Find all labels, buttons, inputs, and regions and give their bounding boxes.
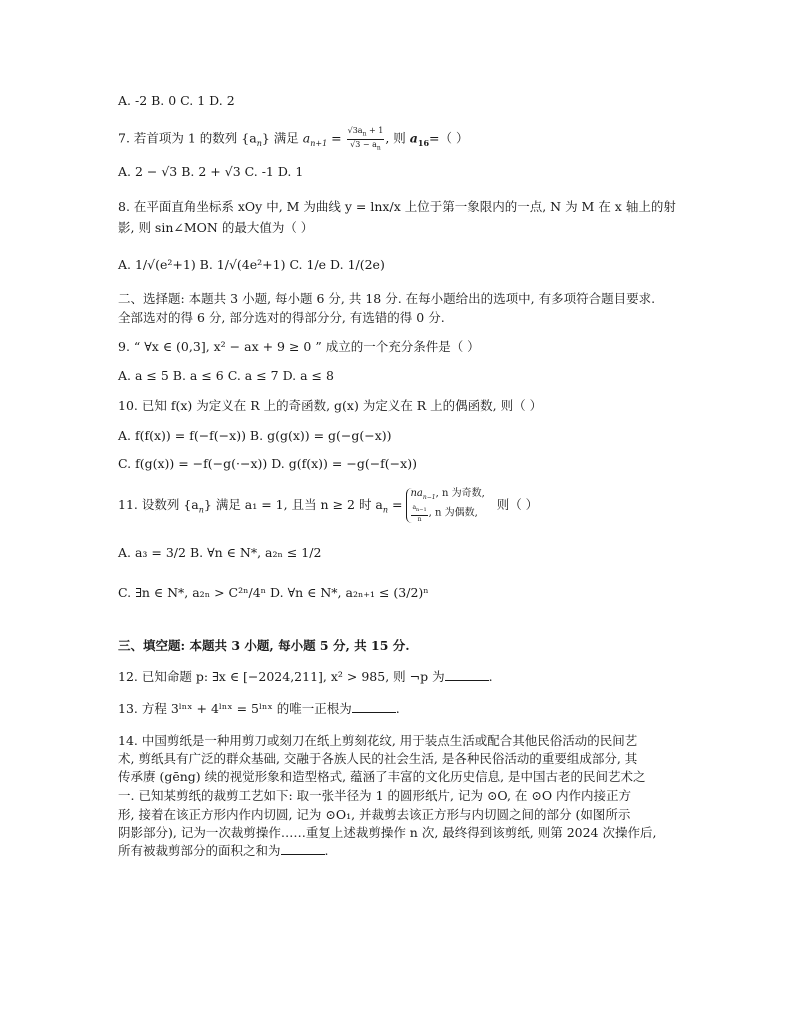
q10-options-ab: A. f(f(x)) = f(−f(−x)) B. g(g(x)) = g(−g(−x)): [118, 428, 392, 443]
q14-line4: 一. 已知某剪纸的裁剪工艺如下: 取一张半径为 1 的圆形纸片, 记为 ⊙O, 在 ⊙O 内作内接正方: [118, 788, 632, 803]
q7-mid: } 满足: [261, 130, 299, 146]
q14-line6: 阴影部分), 记为一次裁剪操作……重复上述裁剪操作 n 次, 最终得到该剪纸, 则第 2024 次操作后,: [118, 825, 657, 840]
q11-piecewise: $na_{n-1}$, n 为奇数, $\frac{a_{n-1}}{n}$ , n 为偶数,: [406, 488, 484, 522]
q11-options-cd: C. ∃n ∈ N*, a₂ₙ > C²ⁿ/4ⁿ D. ∀n ∈ N*, a₂ₙ₊₁ ≤ (3/2)ⁿ: [118, 585, 429, 600]
q11-stem: 11. 设数列 $\{a_n\}$ 满足 a₁ = 1, 且当 n ≥ 2 时 $a_n$ = $na_{n-1}$, n 为奇数, $\frac{a_{n-1}}{n}$ , n 为偶数, 则（ ）: [118, 488, 539, 523]
q11-stem-end: 则（ ）: [496, 497, 539, 512]
q11-case1-tail: n 为奇数,: [441, 488, 485, 500]
q11-options-ab: A. a₃ = 3/2 B. ∀n ∈ N*, a₂ₙ ≤ 1/2: [118, 545, 322, 560]
q7-prefix: 7. 若首项为 1 的数列 {a: [118, 130, 257, 146]
q11-case1: na: [410, 488, 423, 500]
q8-options: A. 1/√(e²+1) B. 1/√(4e²+1) C. 1/e D. 1/(2e): [118, 257, 385, 272]
q10-stem: 10. 已知 f(x) 为定义在 R 上的奇函数, g(x) 为定义在 R 上的偶函数, 则（ ）: [118, 398, 543, 413]
q8-line1: 8. 在平面直角坐标系 xOy 中, M 为曲线 y = lnx/x 上位于第一象限内的一点, N 为 M 在 x 轴上的射: [118, 199, 676, 214]
q7-end: =（ ）: [429, 130, 469, 146]
q12-text: 12. 已知命题 p: ∃x ∈ [−2024,211], x² > 985, 则 ¬p 为: [118, 669, 445, 684]
q6-options: A. -2 B. 0 C. 1 D. 2: [118, 93, 235, 108]
q11-stem-a: 11. 设数列 {a: [118, 497, 199, 512]
section3-heading: 三、填空题: 本题共 3 小题, 每小题 5 分, 共 15 分.: [118, 638, 410, 653]
q7-tail: , 则: [385, 130, 406, 146]
q9-options: A. a ≤ 5 B. a ≤ 6 C. a ≤ 7 D. a ≤ 8: [118, 368, 334, 383]
q11-case2-tail: n 为偶数,: [435, 508, 478, 519]
q11-stem-c: =: [388, 497, 403, 512]
q13-text: 13. 方程 3ˡⁿˣ + 4ˡⁿˣ = 5ˡⁿˣ 的唯一正根为: [118, 701, 352, 716]
q9-stem: 9. “ ∀x ∈ (0,3], x² − ax + 9 ≥ 0 ” 成立的一个充分条件是（ ）: [118, 339, 480, 354]
q14-line2: 术, 剪纸具有广泛的群众基础, 交融于各族人民的社会生活, 是各种民俗活动的重要组成部分, 其: [118, 751, 638, 766]
q12-answer-blank[interactable]: [445, 668, 489, 681]
q7-stem: 7. 若首项为 1 的数列 $\{a_n\}$ 满足 $a_{n+1}$ = $\frac{√3a_n + 1}{√3 - a_n}$ , 则 $a_{16}=$（ ）: [118, 126, 469, 152]
section2-line1: 二、选择题: 本题共 3 小题, 每小题 6 分, 共 18 分. 在每小题给出的选项中, 有多项符合题目要求.: [118, 291, 656, 306]
q14-line7-text: 所有被裁剪部分的面积之和为: [118, 843, 281, 858]
q14-line3: 传承赓 (gēng) 续的视觉形象和造型格式, 蕴涵了丰富的文化历史信息, 是中国古老的民间艺术之: [118, 769, 646, 784]
q8-line2: 影, 则 sin∠MON 的最大值为（ ）: [118, 220, 314, 235]
q14-line1: 14. 中国剪纸是一种用剪刀或刻刀在纸上剪刻花纹, 用于装点生活或配合其他民俗活动的民间艺: [118, 733, 638, 748]
q13-answer-blank[interactable]: [352, 700, 396, 713]
q12-line: 12. 已知命题 p: ∃x ∈ [−2024,211], x² > 985, 则 ¬p 为 .: [118, 669, 493, 684]
q7-options: A. 2 − √3 B. 2 + √3 C. -1 D. 1: [118, 164, 304, 179]
q10-options-cd: C. f(g(x)) = −f(−g(·−x)) D. g(f(x)) = −g(−f(−x)): [118, 456, 417, 471]
q13-line: 13. 方程 3ˡⁿˣ + 4ˡⁿˣ = 5ˡⁿˣ 的唯一正根为 .: [118, 701, 400, 716]
section2-line2: 全部选对的得 6 分, 部分选对的得部分分, 有选错的得 0 分.: [118, 310, 445, 325]
q14-line5: 形, 接着在该正方形内作内切圆, 记为 ⊙O₁, 并裁剪去该正方形与内切圆之间的部分 (如图所示: [118, 807, 631, 822]
q11-stem-b: } 满足 a₁ = 1, 且当 n ≥ 2 时 a: [203, 497, 383, 512]
q14-line7: 所有被裁剪部分的面积之和为 .: [118, 843, 329, 858]
q7-fraction: $\frac{√3a_n + 1}{√3 - a_n}$: [347, 126, 384, 152]
q14-answer-blank[interactable]: [281, 842, 325, 855]
